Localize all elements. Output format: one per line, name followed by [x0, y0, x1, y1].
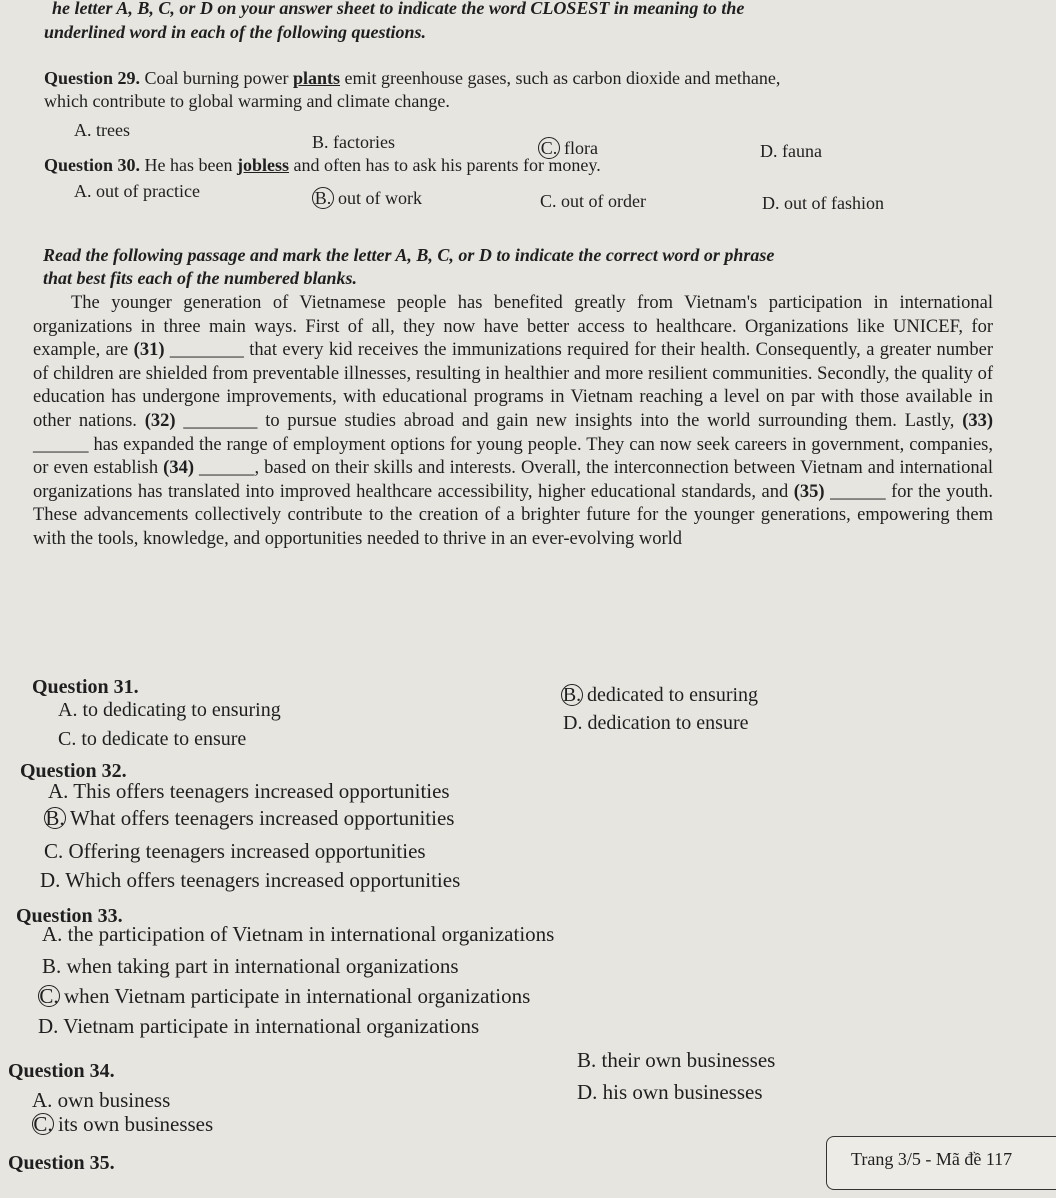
question-33-label: Question 33.: [16, 905, 123, 927]
question-32-option-a[interactable]: A. This offers teenagers increased opportunities: [48, 779, 450, 803]
question-31-option-b[interactable]: B. dedicated to ensuring: [562, 684, 759, 706]
question-29-option-a[interactable]: A. trees: [74, 120, 130, 140]
question-34-option-d[interactable]: D. his own businesses: [577, 1080, 763, 1104]
passage-text: The younger generation of Vietnamese people has benefited greatly from Vietnam's participation in international organizations in three main ways. First of all, they now have better access to healthcare. Organizations like UNICEF, for example, are (31) ________ that every kid receives the immunizations required for their health. Consequently, a greater number of children are shielded from preventable illnesses, resulting in healthier and more resilient communities. Secondly, the quality of education has undergone improvements, with educational programs in Vietnam reaching a level on par with those available in other nations. (32) ________ to pursue studies abroad and gain new insights into the world surrounding them. Lastly, (33) ______ has expanded the range of employment options for young people. They can now seek careers in government, companies, or even establish (34) ______, based on their skills and interests. Overall, the interconnection between Vietnam and international organizations has translated into improved healthcare accessibility, higher educational standards, and (35) ______ for the youth. These advancements collectively contribute to the creation of a brighter future for the younger generations, empowering them with the tools, knowledge, and opportunities needed to thrive in an ever-evolving world: [33, 293, 994, 549]
circled-answer-b: B.: [312, 187, 334, 209]
circled-answer-c: C.: [39, 984, 59, 1008]
question-31-option-d[interactable]: D. dedication to ensure: [563, 712, 749, 734]
question-30-option-a[interactable]: A. out of practice: [74, 181, 200, 201]
question-29-option-b[interactable]: B. factories: [312, 132, 395, 152]
circled-answer-c: C.: [538, 137, 560, 159]
question-32-label: Question 32.: [20, 760, 127, 782]
blank-31: ________: [169, 340, 244, 361]
circled-answer-b: B.: [562, 684, 582, 706]
question-30-underlined-word: jobless: [236, 155, 289, 175]
question-29-stem: Question 29. Coal burning power plants emit greenhouse gases, such as carbon dioxide and methane,: [44, 68, 781, 88]
blank-33: ______: [33, 434, 89, 455]
question-34-option-b[interactable]: B. their own businesses: [577, 1048, 776, 1072]
question-30-label: Question 30.: [44, 155, 141, 175]
blank-35: ______: [830, 481, 886, 502]
question-30-option-b[interactable]: B. out of work: [312, 187, 422, 209]
question-29-stem-line2: which contribute to global warming and climate change.: [44, 91, 450, 111]
question-33-option-d[interactable]: D. Vietnam participate in international organizations: [38, 1014, 480, 1038]
question-29-label: Question 29.: [44, 68, 141, 88]
page-footer: [826, 1136, 1056, 1190]
question-33-option-a[interactable]: A. the participation of Vietnam in international organizations: [42, 922, 555, 946]
blank-31-number: (31): [133, 340, 165, 361]
question-34-option-a[interactable]: A. own business: [32, 1088, 171, 1112]
instructions-closest-line1: he letter A, B, C, or D on your answer sheet to indicate the word CLOSEST in meaning to the: [52, 0, 745, 18]
question-32-option-d[interactable]: D. Which offers teenagers increased opportunities: [40, 868, 461, 892]
question-31-option-c[interactable]: C. to dedicate to ensure: [58, 728, 247, 750]
blank-32-number: (32): [144, 410, 176, 431]
question-31-option-a[interactable]: A. to dedicating to ensuring: [58, 699, 281, 721]
circled-answer-b: B.: [45, 806, 65, 830]
blank-35-number: (35): [793, 481, 825, 502]
instructions-closest-line2: underlined word in each of the following questions.: [44, 22, 427, 42]
question-29-underlined-word: plants: [293, 68, 341, 88]
question-35-label: Question 35.: [8, 1152, 115, 1174]
question-29-option-c[interactable]: C. flora: [538, 137, 598, 159]
passage-instructions-line2: that best fits each of the numbered blanks.: [43, 268, 358, 288]
blank-34-number: (34): [163, 458, 194, 479]
question-30-stem: Question 30. He has been jobless and often has to ask his parents for money.: [44, 155, 601, 175]
question-32-option-c[interactable]: C. Offering teenagers increased opportunities: [44, 839, 426, 863]
blank-32: ________: [183, 410, 258, 431]
question-31-label: Question 31.: [32, 676, 139, 698]
page-number-label: Trang 3/5 - Mã đề 117: [851, 1149, 1013, 1169]
question-34-option-c[interactable]: C. its own businesses: [33, 1112, 214, 1136]
circled-answer-c: C.: [33, 1112, 53, 1136]
question-33-option-c[interactable]: C. when Vietnam participate in international organizations: [39, 984, 531, 1008]
question-34-label: Question 34.: [8, 1060, 115, 1082]
question-29-option-d[interactable]: D. fauna: [760, 141, 822, 161]
question-33-option-b[interactable]: B. when taking part in international organizations: [42, 954, 459, 978]
question-32-option-b[interactable]: B. What offers teenagers increased opportunities: [45, 806, 455, 830]
question-30-option-d[interactable]: D. out of fashion: [762, 193, 884, 213]
blank-34: ______: [199, 458, 255, 479]
question-30-option-c[interactable]: C. out of order: [540, 191, 646, 211]
blank-33-number: (33): [962, 410, 994, 431]
passage-instructions-line1: Read the following passage and mark the letter A, B, C, or D to indicate the correct word or phrase: [43, 245, 775, 265]
